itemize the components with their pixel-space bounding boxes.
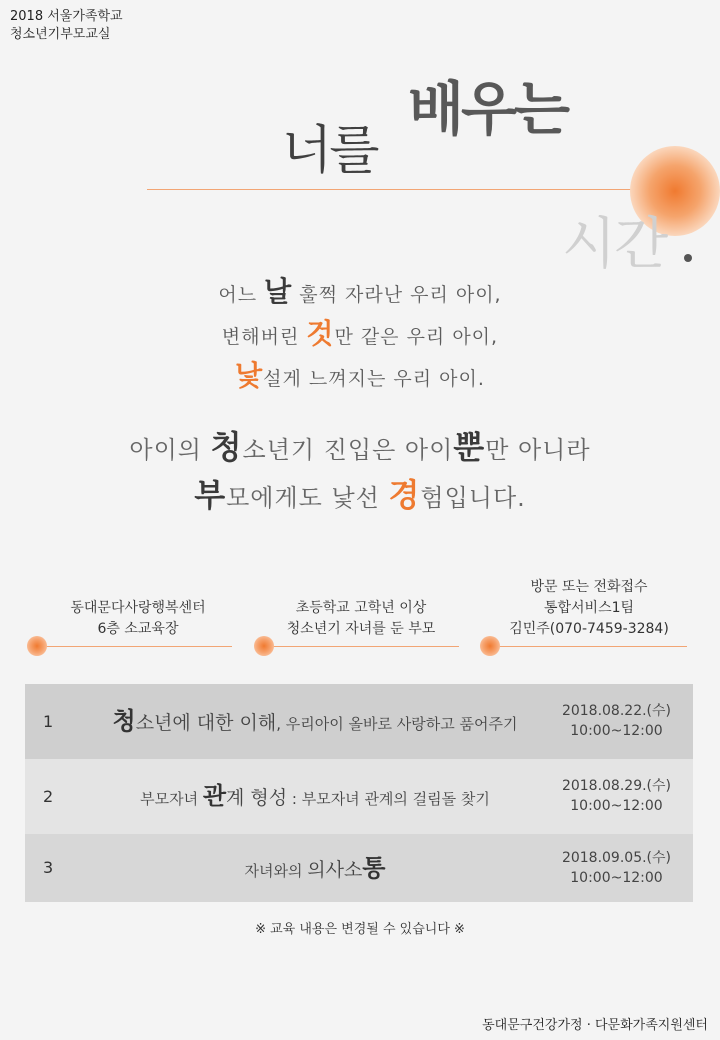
poem-emphasis: 날 (264, 275, 293, 308)
poem-emphasis: 것 (306, 317, 335, 350)
place-name: 동대문다사랑행복센터 (70, 600, 206, 616)
topic-emphasis: 통 (362, 854, 386, 882)
topic-main: 소년에 대한 이해 (135, 712, 277, 734)
session-topic (80, 834, 550, 905)
title-period-dot (684, 254, 692, 262)
session-topic (80, 759, 550, 837)
target-parents: 청소년기 자녀를 둔 부모 (286, 621, 436, 637)
title-part-c: 시간 (562, 212, 667, 277)
poem-emphasis: 뿐 (453, 428, 486, 466)
apply-method: 방문 또는 전화접수 (530, 579, 648, 595)
session-number: 3 (43, 858, 54, 877)
apply-contact: 김민주(070-7459-3284) (509, 621, 669, 637)
table-row (25, 759, 693, 834)
info-target (256, 598, 466, 640)
poem-emphasis: 청 (210, 428, 243, 466)
apply-bullet-icon (480, 636, 500, 656)
header-program-title: 청소년기부모교실 (10, 27, 111, 42)
session-datetime (562, 776, 671, 816)
session-datetime (562, 848, 671, 888)
session-date: 2018.08.29.(수) (561, 778, 671, 794)
change-notice: ※ 교육 내용은 변경될 수 있습니다 ※ (255, 922, 465, 937)
poem-emphasis: 부 (194, 476, 227, 514)
poem-line-2 (0, 312, 720, 352)
table-row (25, 684, 693, 759)
title-divider (147, 189, 637, 190)
poem-text: 험입니다. (420, 484, 526, 512)
session-time: 10:00~12:00 (570, 870, 663, 886)
place-bullet-icon (27, 636, 47, 656)
poem-emphasis: 낯 (235, 359, 264, 392)
poem-text: 모에게도 낯선 (226, 484, 389, 512)
poem-text: 변해버린 (221, 326, 307, 348)
info-line (37, 646, 232, 647)
info-line (490, 646, 687, 647)
header (10, 8, 123, 44)
topic-sub: 부모자녀 (140, 790, 203, 808)
session-time: 10:00~12:00 (570, 798, 663, 814)
poem-text: 설게 느껴지는 우리 아이. (263, 368, 485, 390)
session-date: 2018.08.22.(수) (561, 703, 671, 719)
title-part-b: 배우는 (408, 75, 568, 143)
topic-main: 계 형성 (226, 787, 288, 809)
poem-line-5 (0, 470, 720, 516)
session-datetime (562, 701, 671, 741)
place-room: 6층 소교육장 (97, 621, 179, 637)
info-place (33, 598, 243, 640)
poem-text: 만 아니라 (485, 436, 591, 464)
poem-text: 훌쩍 자라난 우리 아이, (292, 284, 502, 306)
poem-line-3 (0, 354, 720, 394)
topic-sub: , 우리아이 올바로 사랑하고 품어주기 (276, 715, 518, 733)
topic-main: 의사소 (307, 859, 363, 881)
header-year-title: 2018 서울가족학교 (10, 9, 123, 24)
table-row (25, 834, 693, 902)
target-bullet-icon (254, 636, 274, 656)
poem-text: 어느 (218, 284, 265, 306)
organizer-name: 동대문구건강가정 · 다문화가족지원센터 (482, 1018, 708, 1033)
poem-line-1 (0, 270, 720, 310)
session-number: 1 (43, 712, 54, 731)
session-table (25, 684, 693, 902)
info-line (264, 646, 459, 647)
info-apply (484, 577, 694, 640)
topic-emphasis: 관 (202, 782, 227, 810)
poem-text: 만 같은 우리 아이, (334, 326, 499, 348)
topic-sub: : 부모자녀 관계의 걸림돌 찾기 (287, 790, 490, 808)
topic-sub: 자녀와의 (244, 862, 308, 880)
poem-text: 아이의 (129, 436, 211, 464)
poem-line-4 (0, 422, 720, 468)
title-part-a: 너를 (282, 121, 377, 181)
session-number: 2 (43, 787, 54, 806)
target-grade: 초등학교 고학년 이상 (295, 600, 427, 616)
poem-emphasis: 경 (388, 476, 421, 514)
session-time: 10:00~12:00 (570, 723, 663, 739)
topic-emphasis: 청 (112, 707, 136, 735)
apply-team: 통합서비스1팀 (543, 600, 635, 616)
poem-text: 소년기 진입은 아이 (242, 436, 454, 464)
session-date: 2018.09.05.(수) (561, 850, 671, 866)
session-topic (80, 684, 550, 762)
